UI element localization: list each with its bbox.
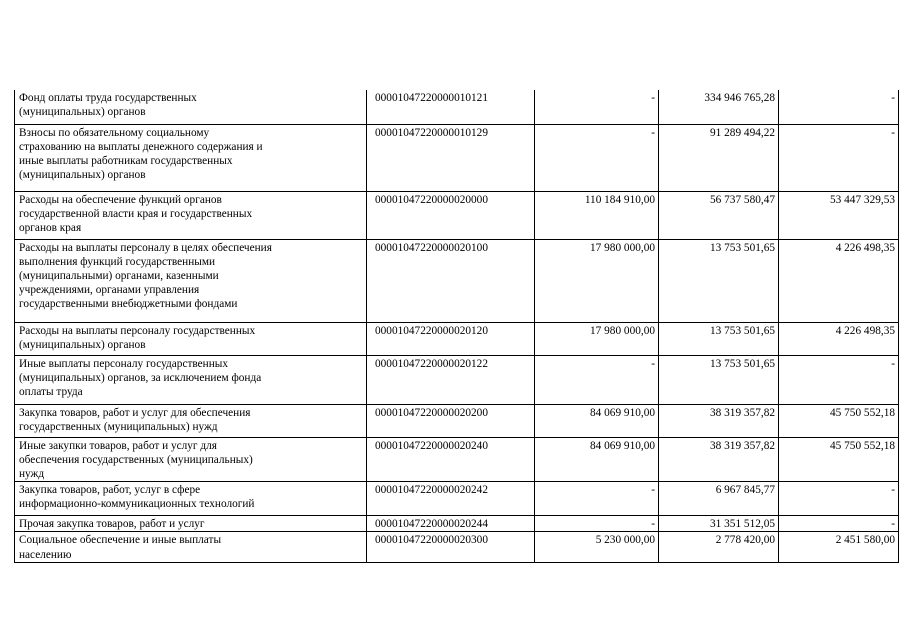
row-executed-cell: 13 753 501,65: [659, 239, 779, 322]
table-row: [15, 322, 899, 355]
table-row: [15, 482, 899, 516]
row-name-cell: Иные закупки товаров, работ и услуг для обеспечения государственных (муниципальных) нужд: [15, 437, 367, 482]
table-row: [15, 404, 899, 437]
row-code-cell: 00001047220000020300: [367, 532, 535, 562]
row-executed-cell: 38 319 357,82: [659, 437, 779, 482]
row-name-cell: Прочая закупка товаров, работ и услуг: [15, 516, 367, 532]
row-code-cell: 00001047220000010129: [367, 124, 535, 191]
table-row: [15, 191, 899, 239]
row-assigned-cell: -: [535, 355, 659, 404]
row-code-cell: 00001047220000020120: [367, 322, 535, 355]
row-name-cell: Социальное обеспечение и иные выплаты населению: [15, 532, 367, 562]
row-name-cell: Закупка товаров, работ и услуг для обеспечения государственных (муниципальных) нужд: [15, 404, 367, 437]
row-unexecuted-cell: 4 226 498,35: [779, 239, 899, 322]
row-code-cell: 00001047220000020100: [367, 239, 535, 322]
row-assigned-cell: 17 980 000,00: [535, 322, 659, 355]
row-unexecuted-cell: 45 750 552,18: [779, 404, 899, 437]
table-row: [15, 124, 899, 191]
row-unexecuted-cell: 4 226 498,35: [779, 322, 899, 355]
row-unexecuted-cell: 2 451 580,00: [779, 532, 899, 562]
row-unexecuted-cell: -: [779, 124, 899, 191]
table-row: [15, 355, 899, 404]
row-name-cell: Расходы на выплаты персоналу государственных (муниципальных) органов: [15, 322, 367, 355]
table-row: [15, 437, 899, 482]
row-code-cell: 00001047220000020122: [367, 355, 535, 404]
row-name-cell: Взносы по обязательному социальному страхованию на выплаты денежного содержания и иные выплаты работникам государственных (муниципальных) органов: [15, 124, 367, 191]
row-unexecuted-cell: -: [779, 355, 899, 404]
row-name-cell: Иные выплаты персоналу государственных (муниципальных) органов, за исключением фонда оплаты труда: [15, 355, 367, 404]
row-unexecuted-cell: 45 750 552,18: [779, 437, 899, 482]
row-assigned-cell: -: [535, 124, 659, 191]
row-code-cell: 00001047220000020244: [367, 516, 535, 532]
row-unexecuted-cell: 53 447 329,53: [779, 191, 899, 239]
row-assigned-cell: 5 230 000,00: [535, 532, 659, 562]
row-unexecuted-cell: -: [779, 516, 899, 532]
row-executed-cell: 38 319 357,82: [659, 404, 779, 437]
row-code-cell: 00001047220000020242: [367, 482, 535, 516]
row-assigned-cell: 17 980 000,00: [535, 239, 659, 322]
row-code-cell: 00001047220000020000: [367, 191, 535, 239]
row-name-cell: Закупка товаров, работ, услуг в сфере информационно-коммуникационных технологий: [15, 482, 367, 516]
row-name-cell: Расходы на выплаты персоналу в целях обеспечения выполнения функций государственными (муниципальными) органами, казенными учреждениями, органами управления государственными внебюджетными фондами: [15, 239, 367, 322]
row-assigned-cell: -: [535, 482, 659, 516]
row-executed-cell: 91 289 494,22: [659, 124, 779, 191]
row-unexecuted-cell: -: [779, 482, 899, 516]
row-assigned-cell: 110 184 910,00: [535, 191, 659, 239]
row-executed-cell: 6 967 845,77: [659, 482, 779, 516]
row-assigned-cell: -: [535, 516, 659, 532]
row-executed-cell: 13 753 501,65: [659, 355, 779, 404]
row-executed-cell: 13 753 501,65: [659, 322, 779, 355]
table-row: [15, 532, 899, 562]
row-executed-cell: 31 351 512,05: [659, 516, 779, 532]
table-row: [15, 90, 899, 124]
row-executed-cell: 334 946 765,28: [659, 90, 779, 124]
table-row: [15, 239, 899, 322]
row-executed-cell: 2 778 420,00: [659, 532, 779, 562]
row-code-cell: 00001047220000010121: [367, 90, 535, 124]
row-assigned-cell: 84 069 910,00: [535, 404, 659, 437]
row-code-cell: 00001047220000020200: [367, 404, 535, 437]
row-executed-cell: 56 737 580,47: [659, 191, 779, 239]
row-name-cell: Расходы на обеспечение функций органов государственной власти края и государственных органов края: [15, 191, 367, 239]
budget-execution-table: [14, 90, 899, 563]
row-name-cell: Фонд оплаты труда государственных (муниципальных) органов: [15, 90, 367, 124]
row-assigned-cell: 84 069 910,00: [535, 437, 659, 482]
row-code-cell: 00001047220000020240: [367, 437, 535, 482]
table-row: [15, 516, 899, 532]
row-unexecuted-cell: -: [779, 90, 899, 124]
table-body: [15, 90, 899, 562]
row-assigned-cell: -: [535, 90, 659, 124]
